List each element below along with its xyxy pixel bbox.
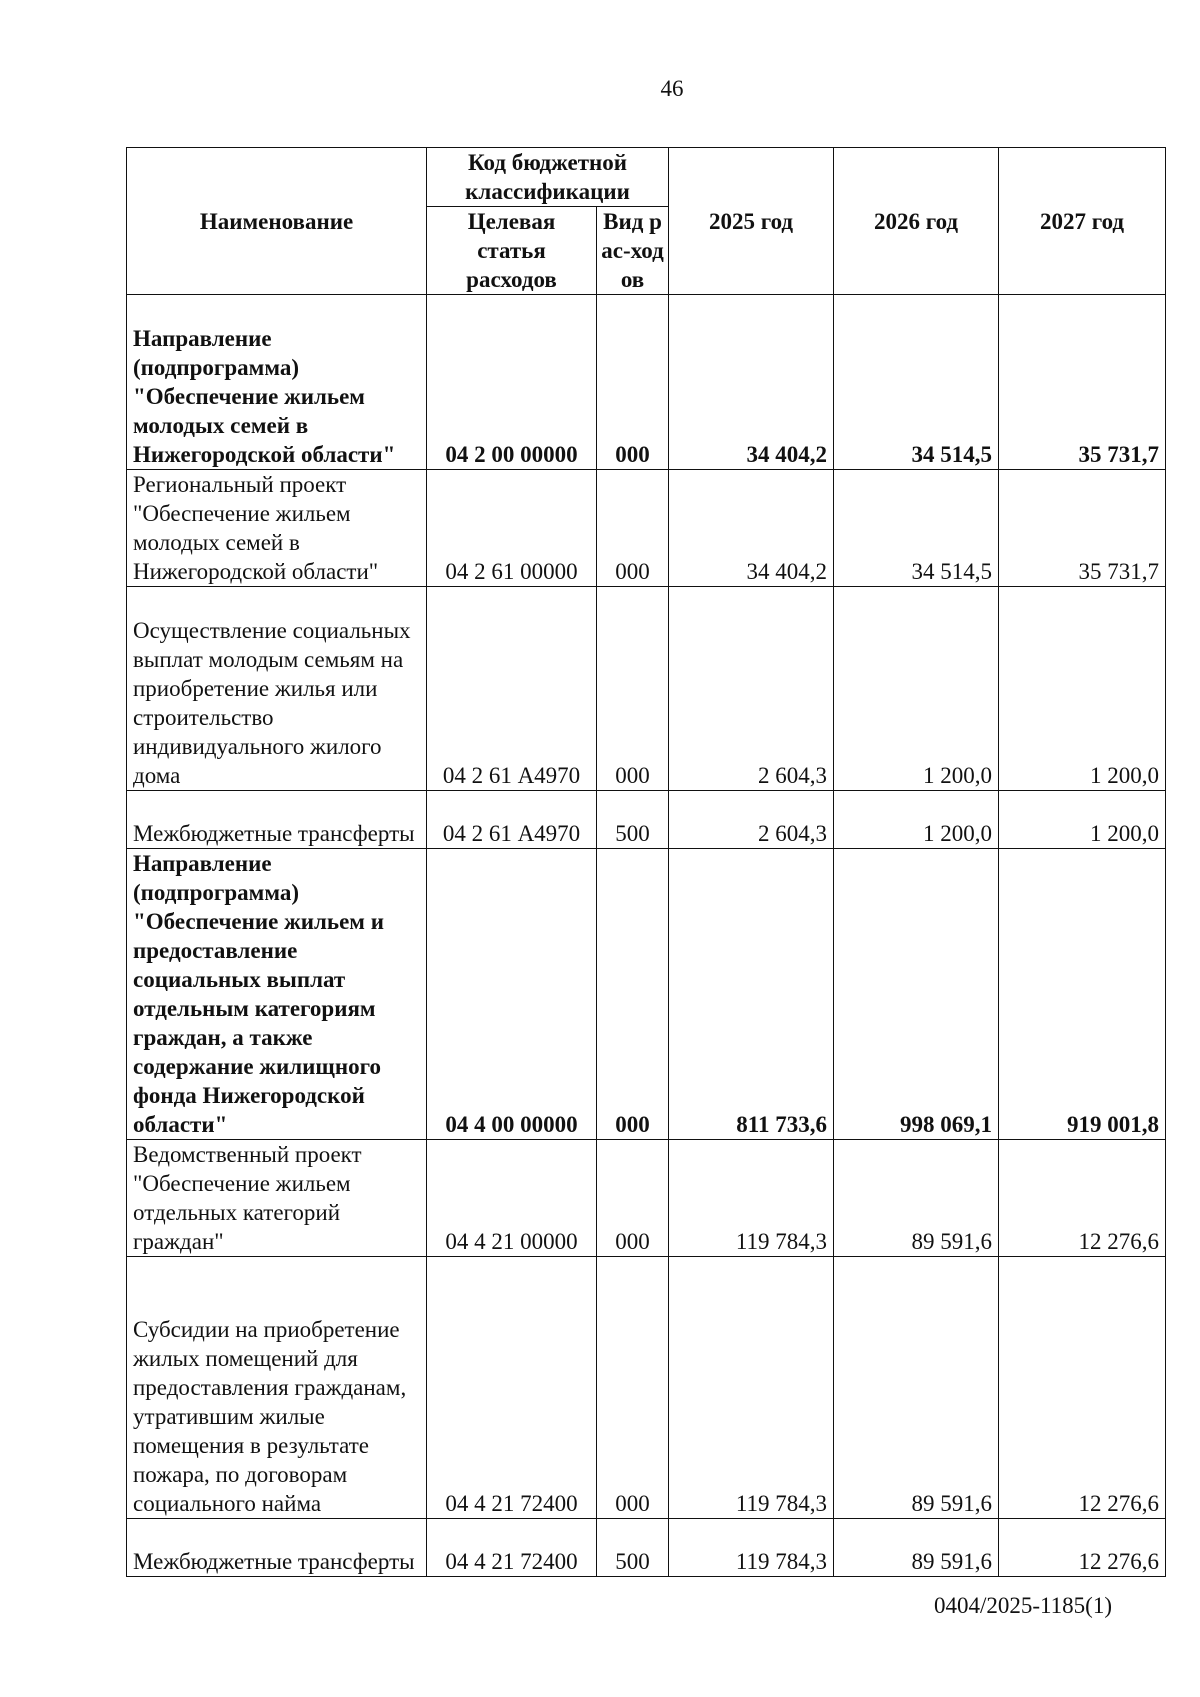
- row-kind: 000: [597, 1257, 669, 1519]
- row-code: 04 2 61 А4970: [427, 587, 597, 791]
- row-2027: 35 731,7: [999, 470, 1166, 587]
- row-code: 04 4 21 72400: [427, 1519, 597, 1577]
- row-2026: 89 591,6: [834, 1140, 999, 1257]
- row-code: 04 4 21 72400: [427, 1257, 597, 1519]
- row-2025: 2 604,3: [669, 587, 834, 791]
- document-id: 0404/2025-1185(1): [933, 1593, 1112, 1618]
- row-code: 04 2 61 00000: [427, 470, 597, 587]
- row-2026: 998 069,1: [834, 849, 999, 1140]
- row-2027: 12 276,6: [999, 1140, 1166, 1257]
- row-2026: 89 591,6: [834, 1519, 999, 1577]
- row-name: Осуществление социальных выплат молодым семьям на приобретение жилья или строительство индивидуального жилого дома: [127, 587, 427, 791]
- header-2027: 2027 год: [999, 148, 1166, 295]
- header-name: Наименование: [127, 148, 427, 295]
- table-row: [127, 295, 1166, 470]
- row-2026: 34 514,5: [834, 295, 999, 470]
- row-2026: 1 200,0: [834, 587, 999, 791]
- page-number: 46: [660, 76, 684, 101]
- row-2025: 119 784,3: [669, 1140, 834, 1257]
- row-kind: 000: [597, 470, 669, 587]
- row-code: 04 4 21 00000: [427, 1140, 597, 1257]
- row-code: 04 2 00 00000: [427, 295, 597, 470]
- row-kind: 000: [597, 1140, 669, 1257]
- row-2025: 811 733,6: [669, 849, 834, 1140]
- header-2025: 2025 год: [669, 148, 834, 295]
- table-row: [127, 587, 1166, 791]
- row-name: Межбюджетные трансферты: [127, 791, 427, 849]
- header-2026: 2026 год: [834, 148, 999, 295]
- row-2025: 119 784,3: [669, 1519, 834, 1577]
- row-kind: 500: [597, 791, 669, 849]
- row-2026: 1 200,0: [834, 791, 999, 849]
- row-kind: 000: [597, 587, 669, 791]
- row-code: 04 4 00 00000: [427, 849, 597, 1140]
- row-2025: 34 404,2: [669, 295, 834, 470]
- table-row: [127, 1140, 1166, 1257]
- row-name: Межбюджетные трансферты: [127, 1519, 427, 1577]
- table-row: [127, 849, 1166, 1140]
- table-row: [127, 791, 1166, 849]
- row-kind: 000: [597, 295, 669, 470]
- table-row: [127, 470, 1166, 587]
- header-expense-type: Вид рас-ходов: [597, 207, 669, 295]
- row-name: Субсидии на приобретение жилых помещений для предоставления гражданам, утратившим жилые помещения в результате пожара, по договорам социального найма: [127, 1257, 427, 1519]
- row-name: Направление (подпрограмма) "Обеспечение жильем и предоставление социальных выплат отдельным категориям граждан, а также содержание жилищного фонда Нижегородской области": [127, 849, 427, 1140]
- row-name: Направление (подпрограмма) "Обеспечение жильем молодых семей в Нижегородской области": [127, 295, 427, 470]
- table-row: [127, 1519, 1166, 1577]
- row-name: Региональный проект "Обеспечение жильем молодых семей в Нижегородской области": [127, 470, 427, 587]
- row-2025: 34 404,2: [669, 470, 834, 587]
- row-2026: 34 514,5: [834, 470, 999, 587]
- row-2027: 12 276,6: [999, 1257, 1166, 1519]
- row-code: 04 2 61 А4970: [427, 791, 597, 849]
- budget-table: [126, 147, 1166, 1577]
- row-2026: 89 591,6: [834, 1257, 999, 1519]
- row-kind: 500: [597, 1519, 669, 1577]
- row-2027: 12 276,6: [999, 1519, 1166, 1577]
- row-2025: 119 784,3: [669, 1257, 834, 1519]
- row-2027: 1 200,0: [999, 587, 1166, 791]
- row-2027: 1 200,0: [999, 791, 1166, 849]
- row-2027: 919 001,8: [999, 849, 1166, 1140]
- table-row: [127, 1257, 1166, 1519]
- row-2025: 2 604,3: [669, 791, 834, 849]
- header-target-article: Целевая статья расходов: [427, 207, 597, 295]
- row-kind: 000: [597, 849, 669, 1140]
- row-2027: 35 731,7: [999, 295, 1166, 470]
- header-budget-code: Код бюджетной классификации: [427, 148, 669, 207]
- row-name: Ведомственный проект "Обеспечение жильем отдельных категорий граждан": [127, 1140, 427, 1257]
